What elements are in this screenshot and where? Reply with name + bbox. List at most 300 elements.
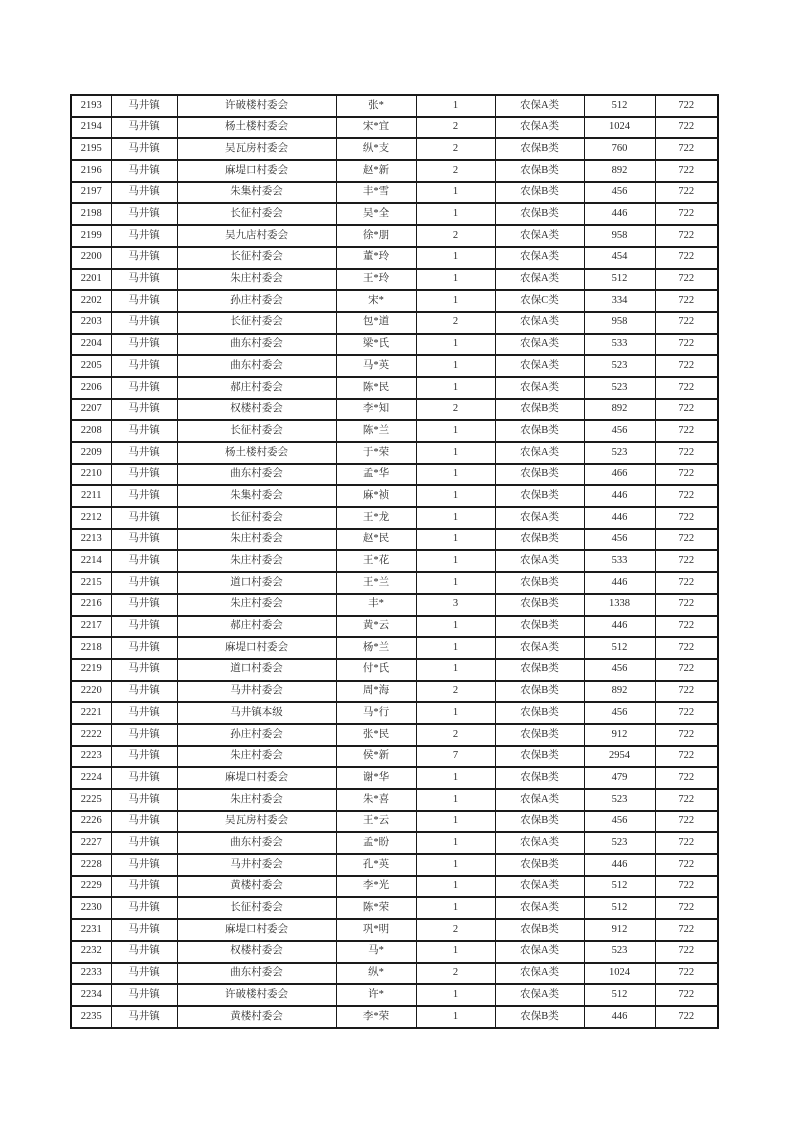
cell-village-committee: 麻堤口村委会 [177, 637, 336, 659]
cell-village-committee: 曲东村委会 [177, 334, 336, 356]
cell-count: 1 [416, 572, 495, 594]
cell-serial-number: 2216 [71, 594, 111, 616]
cell-village-committee: 黄楼村委会 [177, 876, 336, 898]
cell-person-name: 陈*民 [336, 377, 416, 399]
table-row [71, 832, 718, 854]
cell-amount: 446 [584, 485, 655, 507]
cell-town: 马井镇 [111, 399, 177, 421]
cell-insurance-category: 农保B类 [495, 811, 584, 833]
cell-amount: 446 [584, 1006, 655, 1028]
cell-town: 马井镇 [111, 789, 177, 811]
cell-amount: 958 [584, 312, 655, 334]
cell-serial-number: 2225 [71, 789, 111, 811]
cell-person-name: 于*荣 [336, 442, 416, 464]
cell-code: 722 [655, 160, 718, 182]
cell-count: 1 [416, 420, 495, 442]
cell-insurance-category: 农保B类 [495, 919, 584, 941]
cell-code: 722 [655, 832, 718, 854]
cell-person-name: 丰*雪 [336, 182, 416, 204]
cell-village-committee: 权楼村委会 [177, 399, 336, 421]
cell-town: 马井镇 [111, 420, 177, 442]
cell-code: 722 [655, 767, 718, 789]
cell-village-committee: 权楼村委会 [177, 941, 336, 963]
table-row [71, 702, 718, 724]
cell-code: 722 [655, 182, 718, 204]
cell-serial-number: 2232 [71, 941, 111, 963]
table-row [71, 312, 718, 334]
table-row [71, 811, 718, 833]
cell-serial-number: 2217 [71, 616, 111, 638]
cell-code: 722 [655, 702, 718, 724]
cell-serial-number: 2233 [71, 963, 111, 985]
cell-town: 马井镇 [111, 659, 177, 681]
cell-code: 722 [655, 247, 718, 269]
table-row [71, 876, 718, 898]
cell-village-committee: 马井村委会 [177, 681, 336, 703]
cell-serial-number: 2218 [71, 637, 111, 659]
table-row [71, 529, 718, 551]
cell-person-name: 梁*氏 [336, 334, 416, 356]
cell-town: 马井镇 [111, 984, 177, 1006]
cell-town: 马井镇 [111, 724, 177, 746]
cell-amount: 454 [584, 247, 655, 269]
cell-person-name: 宋*宜 [336, 117, 416, 139]
cell-code: 722 [655, 290, 718, 312]
cell-code: 722 [655, 138, 718, 160]
cell-village-committee: 道口村委会 [177, 572, 336, 594]
cell-town: 马井镇 [111, 290, 177, 312]
cell-code: 722 [655, 941, 718, 963]
cell-town: 马井镇 [111, 442, 177, 464]
cell-code: 722 [655, 572, 718, 594]
cell-village-committee: 朱庄村委会 [177, 529, 336, 551]
cell-count: 1 [416, 442, 495, 464]
cell-serial-number: 2198 [71, 203, 111, 225]
cell-person-name: 麻*祯 [336, 485, 416, 507]
table-row [71, 464, 718, 486]
cell-town: 马井镇 [111, 377, 177, 399]
cell-serial-number: 2197 [71, 182, 111, 204]
cell-insurance-category: 农保B类 [495, 594, 584, 616]
cell-insurance-category: 农保A类 [495, 442, 584, 464]
cell-insurance-category: 农保A类 [495, 897, 584, 919]
cell-person-name: 马* [336, 941, 416, 963]
cell-count: 1 [416, 832, 495, 854]
cell-code: 722 [655, 420, 718, 442]
cell-insurance-category: 农保A类 [495, 269, 584, 291]
cell-count: 2 [416, 138, 495, 160]
cell-amount: 958 [584, 225, 655, 247]
cell-person-name: 纵*支 [336, 138, 416, 160]
cell-village-committee: 曲东村委会 [177, 355, 336, 377]
cell-code: 722 [655, 312, 718, 334]
cell-village-committee: 杨土楼村委会 [177, 117, 336, 139]
cell-serial-number: 2214 [71, 550, 111, 572]
cell-count: 1 [416, 897, 495, 919]
table-row [71, 746, 718, 768]
cell-insurance-category: 农保B类 [495, 702, 584, 724]
cell-amount: 1024 [584, 963, 655, 985]
cell-count: 1 [416, 464, 495, 486]
cell-town: 马井镇 [111, 919, 177, 941]
table-row [71, 897, 718, 919]
cell-count: 2 [416, 681, 495, 703]
cell-serial-number: 2212 [71, 507, 111, 529]
cell-insurance-category: 农保B类 [495, 420, 584, 442]
cell-village-committee: 长征村委会 [177, 507, 336, 529]
table-row [71, 637, 718, 659]
cell-amount: 892 [584, 681, 655, 703]
cell-serial-number: 2208 [71, 420, 111, 442]
cell-town: 马井镇 [111, 876, 177, 898]
cell-insurance-category: 农保A类 [495, 95, 584, 117]
cell-person-name: 李*荣 [336, 1006, 416, 1028]
cell-count: 2 [416, 919, 495, 941]
cell-person-name: 包*道 [336, 312, 416, 334]
cell-serial-number: 2219 [71, 659, 111, 681]
cell-insurance-category: 农保B类 [495, 529, 584, 551]
cell-serial-number: 2193 [71, 95, 111, 117]
cell-insurance-category: 农保A类 [495, 377, 584, 399]
cell-serial-number: 2226 [71, 811, 111, 833]
cell-town: 马井镇 [111, 681, 177, 703]
cell-insurance-category: 农保B类 [495, 681, 584, 703]
cell-code: 722 [655, 203, 718, 225]
cell-insurance-category: 农保A类 [495, 984, 584, 1006]
table-row [71, 247, 718, 269]
cell-person-name: 孟*盼 [336, 832, 416, 854]
cell-serial-number: 2213 [71, 529, 111, 551]
cell-town: 马井镇 [111, 811, 177, 833]
cell-count: 1 [416, 247, 495, 269]
cell-person-name: 许* [336, 984, 416, 1006]
cell-town: 马井镇 [111, 334, 177, 356]
cell-village-committee: 郝庄村委会 [177, 616, 336, 638]
cell-serial-number: 2235 [71, 1006, 111, 1028]
table-row [71, 681, 718, 703]
cell-code: 722 [655, 746, 718, 768]
cell-count: 1 [416, 550, 495, 572]
cell-village-committee: 长征村委会 [177, 312, 336, 334]
cell-village-committee: 麻堤口村委会 [177, 767, 336, 789]
cell-code: 722 [655, 984, 718, 1006]
cell-insurance-category: 农保C类 [495, 290, 584, 312]
cell-insurance-category: 农保A类 [495, 963, 584, 985]
cell-count: 1 [416, 876, 495, 898]
cell-amount: 892 [584, 399, 655, 421]
cell-count: 1 [416, 507, 495, 529]
cell-town: 马井镇 [111, 203, 177, 225]
cell-village-committee: 朱集村委会 [177, 182, 336, 204]
cell-code: 722 [655, 117, 718, 139]
cell-insurance-category: 农保A类 [495, 334, 584, 356]
cell-person-name: 李*知 [336, 399, 416, 421]
cell-count: 1 [416, 355, 495, 377]
cell-code: 722 [655, 897, 718, 919]
cell-count: 1 [416, 182, 495, 204]
cell-town: 马井镇 [111, 160, 177, 182]
cell-code: 722 [655, 854, 718, 876]
cell-count: 3 [416, 594, 495, 616]
cell-amount: 533 [584, 550, 655, 572]
cell-serial-number: 2205 [71, 355, 111, 377]
cell-count: 2 [416, 399, 495, 421]
cell-person-name: 陈*荣 [336, 897, 416, 919]
cell-count: 1 [416, 290, 495, 312]
cell-code: 722 [655, 355, 718, 377]
cell-village-committee: 朱庄村委会 [177, 269, 336, 291]
cell-count: 2 [416, 724, 495, 746]
cell-code: 722 [655, 876, 718, 898]
cell-amount: 523 [584, 941, 655, 963]
cell-insurance-category: 农保B类 [495, 572, 584, 594]
cell-insurance-category: 农保B类 [495, 854, 584, 876]
cell-person-name: 赵*新 [336, 160, 416, 182]
cell-village-committee: 杨土楼村委会 [177, 442, 336, 464]
cell-code: 722 [655, 811, 718, 833]
cell-count: 1 [416, 637, 495, 659]
cell-amount: 512 [584, 984, 655, 1006]
cell-count: 1 [416, 1006, 495, 1028]
cell-insurance-category: 农保B类 [495, 659, 584, 681]
table-row [71, 724, 718, 746]
cell-town: 马井镇 [111, 464, 177, 486]
table-row [71, 767, 718, 789]
cell-person-name: 孟*华 [336, 464, 416, 486]
cell-amount: 523 [584, 442, 655, 464]
cell-amount: 2954 [584, 746, 655, 768]
cell-code: 722 [655, 789, 718, 811]
table-row [71, 550, 718, 572]
table-row [71, 616, 718, 638]
cell-person-name: 张* [336, 95, 416, 117]
cell-count: 1 [416, 203, 495, 225]
cell-village-committee: 朱庄村委会 [177, 789, 336, 811]
cell-person-name: 徐*朋 [336, 225, 416, 247]
cell-count: 1 [416, 616, 495, 638]
cell-village-committee: 吴瓦房村委会 [177, 138, 336, 160]
cell-amount: 446 [584, 616, 655, 638]
cell-serial-number: 2209 [71, 442, 111, 464]
cell-person-name: 纵* [336, 963, 416, 985]
table-row [71, 919, 718, 941]
cell-count: 1 [416, 811, 495, 833]
cell-count: 1 [416, 659, 495, 681]
cell-amount: 456 [584, 182, 655, 204]
cell-person-name: 马*行 [336, 702, 416, 724]
cell-amount: 1024 [584, 117, 655, 139]
cell-amount: 512 [584, 637, 655, 659]
cell-code: 722 [655, 377, 718, 399]
cell-amount: 446 [584, 854, 655, 876]
cell-person-name: 朱*喜 [336, 789, 416, 811]
cell-code: 722 [655, 637, 718, 659]
cell-amount: 512 [584, 95, 655, 117]
cell-serial-number: 2231 [71, 919, 111, 941]
table-row [71, 963, 718, 985]
cell-amount: 512 [584, 876, 655, 898]
cell-serial-number: 2199 [71, 225, 111, 247]
cell-insurance-category: 农保A类 [495, 225, 584, 247]
cell-serial-number: 2222 [71, 724, 111, 746]
cell-insurance-category: 农保B类 [495, 616, 584, 638]
cell-code: 722 [655, 681, 718, 703]
cell-insurance-category: 农保A类 [495, 355, 584, 377]
cell-person-name: 侯*新 [336, 746, 416, 768]
table-row [71, 290, 718, 312]
cell-insurance-category: 农保B类 [495, 464, 584, 486]
cell-amount: 334 [584, 290, 655, 312]
cell-amount: 523 [584, 832, 655, 854]
cell-amount: 533 [584, 334, 655, 356]
cell-count: 1 [416, 334, 495, 356]
cell-code: 722 [655, 507, 718, 529]
cell-insurance-category: 农保A类 [495, 876, 584, 898]
cell-insurance-category: 农保A类 [495, 550, 584, 572]
cell-town: 马井镇 [111, 941, 177, 963]
cell-village-committee: 道口村委会 [177, 659, 336, 681]
cell-village-committee: 孙庄村委会 [177, 290, 336, 312]
cell-code: 722 [655, 724, 718, 746]
table-row [71, 377, 718, 399]
cell-count: 1 [416, 854, 495, 876]
cell-count: 1 [416, 789, 495, 811]
cell-person-name: 赵*民 [336, 529, 416, 551]
table-row [71, 138, 718, 160]
table-row [71, 334, 718, 356]
cell-count: 2 [416, 312, 495, 334]
cell-code: 722 [655, 963, 718, 985]
cell-serial-number: 2195 [71, 138, 111, 160]
cell-insurance-category: 农保A类 [495, 117, 584, 139]
cell-amount: 760 [584, 138, 655, 160]
cell-village-committee: 麻堤口村委会 [177, 160, 336, 182]
table-row [71, 355, 718, 377]
cell-count: 1 [416, 377, 495, 399]
cell-village-committee: 朱集村委会 [177, 485, 336, 507]
cell-code: 722 [655, 485, 718, 507]
cell-count: 1 [416, 984, 495, 1006]
cell-insurance-category: 农保A类 [495, 637, 584, 659]
cell-amount: 479 [584, 767, 655, 789]
cell-insurance-category: 农保B类 [495, 138, 584, 160]
cell-serial-number: 2203 [71, 312, 111, 334]
cell-code: 722 [655, 616, 718, 638]
cell-town: 马井镇 [111, 572, 177, 594]
cell-serial-number: 2230 [71, 897, 111, 919]
cell-insurance-category: 农保B类 [495, 746, 584, 768]
cell-serial-number: 2227 [71, 832, 111, 854]
cell-count: 1 [416, 269, 495, 291]
cell-person-name: 董*玲 [336, 247, 416, 269]
cell-town: 马井镇 [111, 355, 177, 377]
cell-town: 马井镇 [111, 746, 177, 768]
table-body [71, 95, 718, 1028]
cell-village-committee: 长征村委会 [177, 420, 336, 442]
table-row [71, 203, 718, 225]
table-row [71, 95, 718, 117]
cell-town: 马井镇 [111, 312, 177, 334]
cell-count: 2 [416, 117, 495, 139]
table-row [71, 117, 718, 139]
cell-village-committee: 朱庄村委会 [177, 550, 336, 572]
cell-town: 马井镇 [111, 485, 177, 507]
cell-code: 722 [655, 269, 718, 291]
cell-town: 马井镇 [111, 182, 177, 204]
cell-insurance-category: 农保B类 [495, 399, 584, 421]
table-row [71, 984, 718, 1006]
cell-town: 马井镇 [111, 832, 177, 854]
cell-amount: 466 [584, 464, 655, 486]
cell-amount: 512 [584, 269, 655, 291]
cell-village-committee: 黄楼村委会 [177, 1006, 336, 1028]
cell-person-name: 杨*兰 [336, 637, 416, 659]
cell-serial-number: 2210 [71, 464, 111, 486]
cell-serial-number: 2201 [71, 269, 111, 291]
benefit-roster-table [70, 94, 719, 1029]
cell-village-committee: 许破楼村委会 [177, 984, 336, 1006]
cell-town: 马井镇 [111, 854, 177, 876]
cell-village-committee: 朱庄村委会 [177, 594, 336, 616]
cell-serial-number: 2207 [71, 399, 111, 421]
cell-insurance-category: 农保A类 [495, 312, 584, 334]
table-row [71, 182, 718, 204]
cell-person-name: 陈*兰 [336, 420, 416, 442]
cell-village-committee: 吴瓦房村委会 [177, 811, 336, 833]
cell-town: 马井镇 [111, 225, 177, 247]
cell-serial-number: 2211 [71, 485, 111, 507]
cell-serial-number: 2202 [71, 290, 111, 312]
cell-amount: 512 [584, 897, 655, 919]
cell-village-committee: 许破楼村委会 [177, 95, 336, 117]
cell-person-name: 孔*英 [336, 854, 416, 876]
table-row [71, 854, 718, 876]
cell-village-committee: 长征村委会 [177, 247, 336, 269]
table-row [71, 160, 718, 182]
cell-person-name: 付*氏 [336, 659, 416, 681]
cell-insurance-category: 农保B类 [495, 203, 584, 225]
cell-person-name: 宋* [336, 290, 416, 312]
cell-serial-number: 2200 [71, 247, 111, 269]
cell-serial-number: 2204 [71, 334, 111, 356]
cell-code: 722 [655, 659, 718, 681]
cell-village-committee: 孙庄村委会 [177, 724, 336, 746]
cell-insurance-category: 农保A类 [495, 832, 584, 854]
cell-village-committee: 吴九店村委会 [177, 225, 336, 247]
cell-count: 7 [416, 746, 495, 768]
cell-village-committee: 长征村委会 [177, 203, 336, 225]
cell-insurance-category: 农保B类 [495, 485, 584, 507]
cell-count: 1 [416, 529, 495, 551]
cell-amount: 456 [584, 811, 655, 833]
cell-town: 马井镇 [111, 1006, 177, 1028]
cell-town: 马井镇 [111, 95, 177, 117]
cell-person-name: 李*光 [336, 876, 416, 898]
cell-town: 马井镇 [111, 247, 177, 269]
cell-insurance-category: 农保A类 [495, 789, 584, 811]
table-row [71, 225, 718, 247]
cell-person-name: 王*兰 [336, 572, 416, 594]
cell-code: 722 [655, 442, 718, 464]
cell-serial-number: 2229 [71, 876, 111, 898]
cell-amount: 1338 [584, 594, 655, 616]
cell-serial-number: 2234 [71, 984, 111, 1006]
cell-amount: 892 [584, 160, 655, 182]
cell-insurance-category: 农保B类 [495, 724, 584, 746]
cell-serial-number: 2223 [71, 746, 111, 768]
cell-count: 1 [416, 941, 495, 963]
cell-town: 马井镇 [111, 507, 177, 529]
